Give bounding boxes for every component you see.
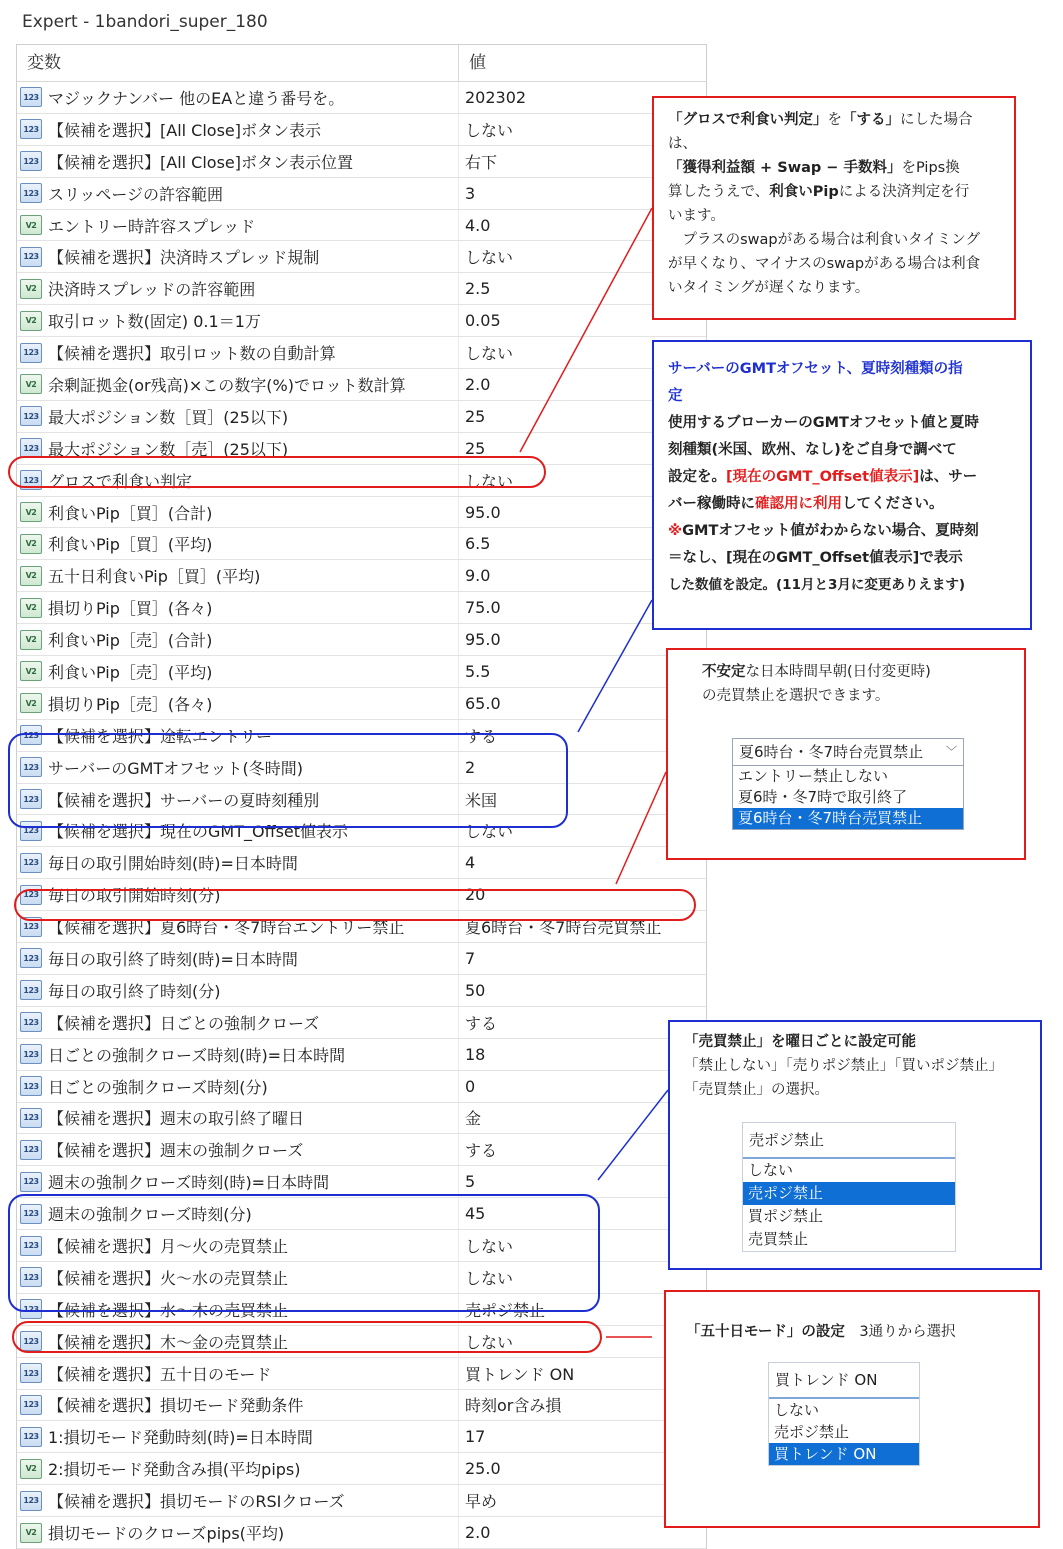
weekday-dropdown[interactable] <box>742 1122 956 1252</box>
early-dropdown[interactable] <box>732 738 964 830</box>
parameter-value[interactable]: 2.0 <box>465 374 491 394</box>
dropdown-selected-value[interactable]: 売ポジ禁止 <box>749 1131 825 1149</box>
integer-type-icon: 123 <box>20 757 42 777</box>
note-text: 「する」 <box>842 112 900 128</box>
note-title: サーバーのGMTオフセット、夏時刻種類の指 <box>668 361 963 377</box>
note-text: バー稼働時に <box>668 496 755 512</box>
integer-type-icon: 123 <box>20 1172 42 1192</box>
parameter-name: 【候補を選択】週末の取引終了曜日 <box>48 1109 305 1129</box>
parameter-value[interactable]: 5 <box>465 1172 476 1192</box>
parameter-name: 取引ロット数(固定) 0.1＝1万 <box>48 312 261 332</box>
integer-type-icon: 123 <box>20 1236 42 1256</box>
double-type-icon: V2 <box>20 311 42 331</box>
dropdown-option[interactable]: しない <box>774 1401 820 1419</box>
integer-type-icon: 123 <box>20 821 42 841</box>
dropdown-option[interactable]: エントリー禁止しない <box>738 767 889 785</box>
integer-type-icon: 123 <box>20 1491 42 1511</box>
parameter-value[interactable]: 6.5 <box>465 534 491 554</box>
integer-type-icon: 123 <box>20 885 42 905</box>
note-text: 「売買禁止」の選択。 <box>684 1082 829 1098</box>
parameter-name: 決済時スプレッドの許容範囲 <box>48 280 256 300</box>
parameter-value[interactable]: 2.0 <box>465 1523 491 1543</box>
parameter-name: 最大ポジション数［買］(25以下) <box>48 407 289 427</box>
parameter-name: 【候補を選択】月～火の売買禁止 <box>48 1237 289 1256</box>
parameter-name: 最大ポジション数［売］(25以下) <box>48 439 289 459</box>
parameter-value[interactable]: 20 <box>465 885 486 905</box>
double-type-icon: V2 <box>20 215 42 235</box>
column-header-name[interactable]: 変数 <box>17 45 459 81</box>
parameter-name: 利食いPip［買］(平均) <box>48 535 213 555</box>
double-type-icon: V2 <box>20 630 42 650</box>
integer-type-icon: 123 <box>20 119 42 139</box>
parameter-value[interactable]: 25 <box>465 438 486 458</box>
note-text: な日本時間早朝(日付変更時) <box>745 664 931 680</box>
parameter-value[interactable]: 早め <box>465 1492 498 1512</box>
parameter-name: 【候補を選択】[All Close]ボタン表示 <box>48 120 321 140</box>
note-text: 刻種類(米国、欧州、なし)をご自身で調べて <box>668 442 957 458</box>
integer-type-icon: 123 <box>20 1108 42 1128</box>
parameter-value[interactable]: しない <box>465 248 514 268</box>
double-type-icon: V2 <box>20 374 42 394</box>
integer-type-icon: 123 <box>20 247 42 267</box>
integer-type-icon: 123 <box>20 1427 42 1447</box>
note-text: 設定を。 <box>668 469 726 485</box>
parameter-value[interactable]: 25.0 <box>465 1459 501 1479</box>
parameter-name: 【候補を選択】損切モード発動条件 <box>48 1396 304 1416</box>
dropdown-option[interactable]: 売ポジ禁止 <box>743 1182 955 1205</box>
parameter-name: 【候補を選択】損切モードのRSIクローズ <box>48 1492 345 1512</box>
note-title: 定 <box>668 388 683 404</box>
note-title: 「売買禁止」を曜日ごとに設定可能 <box>684 1034 916 1050</box>
dropdown-option[interactable]: 夏6時台・冬7時台売買禁止 <box>733 808 963 829</box>
integer-type-icon: 123 <box>20 789 42 809</box>
gotobi-dropdown[interactable] <box>768 1362 920 1466</box>
parameter-value[interactable]: 4 <box>465 853 476 873</box>
window-title: Expert - 1bandori_super_180 <box>22 12 268 32</box>
parameter-name: 日ごとの強制クローズ時刻(分) <box>48 1077 268 1097</box>
parameter-value[interactable]: 夏6時台・冬7時台売買禁止 <box>465 918 662 938</box>
dropdown-option[interactable]: 買トレンド ON <box>769 1443 919 1465</box>
parameter-value[interactable]: しない <box>465 344 514 364</box>
double-type-icon: V2 <box>20 598 42 618</box>
parameter-value[interactable]: 9.0 <box>465 566 491 586</box>
dropdown-selected-value[interactable]: 夏6時台・冬7時台売買禁止 <box>739 743 924 761</box>
dropdown-option[interactable]: 売ポジ禁止 <box>774 1423 850 1441</box>
parameter-value[interactable]: する <box>465 726 498 746</box>
integer-type-icon: 123 <box>20 343 42 363</box>
parameter-name: エントリー時許容スプレッド <box>48 216 256 236</box>
parameter-name: 【候補を選択】五十日のモード <box>48 1364 272 1384</box>
note-text: 確認用に利用 <box>755 496 842 512</box>
chevron-down-icon[interactable]: ﹀ <box>946 745 957 758</box>
note-text: 3通りから選択 <box>859 1324 956 1340</box>
column-header-value[interactable]: 値 <box>469 53 486 73</box>
parameter-value[interactable]: 0.05 <box>465 311 501 331</box>
note-text: してください。 <box>842 496 944 512</box>
integer-type-icon: 123 <box>20 1076 42 1096</box>
parameter-name: 余剰証拠金(or残高)×この数字(%)でロット数計算 <box>48 375 406 395</box>
parameter-value[interactable]: しない <box>465 471 514 491</box>
parameter-value[interactable]: 2 <box>465 757 476 777</box>
integer-type-icon: 123 <box>20 470 42 490</box>
parameter-name: 週末の強制クローズ時刻(分) <box>48 1205 252 1225</box>
parameter-value[interactable]: しない <box>465 120 514 140</box>
parameter-value[interactable]: 7 <box>465 948 476 968</box>
integer-type-icon: 123 <box>20 1395 42 1415</box>
double-type-icon: V2 <box>20 534 42 554</box>
note-text: をPips換 <box>901 160 960 176</box>
note-text: 「禁止しない」「売りポジ禁止」「買いポジ禁止」 <box>684 1058 1003 1074</box>
double-type-icon: V2 <box>20 502 42 522</box>
parameter-name: 【候補を選択】火～水の売買禁止 <box>48 1268 289 1288</box>
double-type-icon: V2 <box>20 661 42 681</box>
note-text: プラスのswapがある場合は利食いタイミング <box>668 232 980 248</box>
parameter-value[interactable]: 202302 <box>465 87 527 107</box>
note-text: 利食いPip <box>769 184 839 200</box>
integer-type-icon: 123 <box>20 1140 42 1160</box>
parameter-value[interactable]: 95.0 <box>465 630 501 650</box>
parameter-name: 【候補を選択】木～金の売買禁止 <box>48 1332 289 1352</box>
parameter-value[interactable]: 0 <box>465 1076 476 1096</box>
parameter-name: 毎日の取引終了時刻(時)=日本時間 <box>48 949 298 969</box>
parameter-value[interactable]: 45 <box>465 1204 486 1224</box>
note-gross <box>652 96 1016 320</box>
note-text: 「獲得利益額 + Swap − 手数料」 <box>668 160 902 176</box>
parameter-name: 1:損切モード発動時刻(時)=日本時間 <box>48 1428 313 1448</box>
parameter-name: 損切りPip［買］(各々) <box>48 599 213 619</box>
parameter-name: 【候補を選択】現在のGMT_Offset値表示 <box>48 822 349 842</box>
parameter-name: 毎日の取引開始時刻(分) <box>48 886 221 906</box>
parameter-name: サーバーのGMTオフセット(冬時間) <box>48 758 304 778</box>
double-type-icon: V2 <box>20 566 42 586</box>
parameter-name: スリッページの許容範囲 <box>48 184 224 204</box>
parameter-name: 利食いPip［売］(合計) <box>48 631 213 651</box>
parameter-name: 【候補を選択】夏6時台・冬7時台エントリー禁止 <box>48 918 405 938</box>
note-title: 「五十日モード」の設定 <box>686 1324 845 1340</box>
parameter-value[interactable]: 50 <box>465 980 486 1000</box>
parameter-value[interactable]: 買トレンド ON <box>465 1364 575 1384</box>
dropdown-option[interactable]: 買ポジ禁止 <box>748 1207 824 1225</box>
note-text: を <box>827 112 842 128</box>
integer-type-icon: 123 <box>20 1299 42 1319</box>
parameter-name: 利食いPip［売］(平均) <box>48 662 213 682</box>
parameter-value[interactable]: 米国 <box>465 790 498 810</box>
integer-type-icon: 123 <box>20 1204 42 1224</box>
parameter-name: 【候補を選択】決済時スプレッド規制 <box>48 248 320 268</box>
integer-type-icon: 123 <box>20 151 42 171</box>
note-text: ＝なし、[現在のGMT_Offset値表示]で表示 <box>668 550 963 566</box>
parameter-value[interactable]: 金 <box>465 1109 482 1129</box>
parameter-name: 【候補を選択】週末の強制クローズ <box>48 1141 304 1161</box>
integer-type-icon: 123 <box>20 1363 42 1383</box>
integer-type-icon: 123 <box>20 183 42 203</box>
parameter-name: 五十日利食いPip［買］(平均) <box>48 567 261 587</box>
parameter-value[interactable]: 時刻or含み損 <box>465 1396 562 1416</box>
note-text: は、サー <box>919 469 978 485</box>
parameter-name: グロスで利食い判定 <box>48 471 193 491</box>
parameter-value[interactable]: 75.0 <box>465 598 501 618</box>
dropdown-option[interactable]: しない <box>748 1161 794 1179</box>
integer-type-icon: 123 <box>20 406 42 426</box>
integer-type-icon: 123 <box>20 1012 42 1032</box>
parameter-value[interactable]: 売ポジ禁止 <box>465 1300 546 1320</box>
parameter-name: 損切モードのクローズpips(平均) <box>48 1524 285 1544</box>
dropdown-selected-value[interactable]: 買トレンド ON <box>775 1371 878 1389</box>
note-text: ※ <box>668 523 683 539</box>
parameter-name: 【候補を選択】水～木の売買禁止 <box>48 1300 289 1320</box>
parameter-name: 【候補を選択】サーバーの夏時刻種別 <box>48 790 320 810</box>
parameter-value[interactable]: 95.0 <box>465 502 501 522</box>
parameter-value[interactable]: 2.5 <box>465 279 491 299</box>
integer-type-icon: 123 <box>20 1267 42 1287</box>
parameter-name: 週末の強制クローズ時刻(時)=日本時間 <box>48 1173 330 1193</box>
parameter-name: 損切りPip［売］(各々) <box>48 694 213 714</box>
parameter-value[interactable]: 3 <box>465 183 476 203</box>
integer-type-icon: 123 <box>20 980 42 1000</box>
integer-type-icon: 123 <box>20 917 42 937</box>
double-type-icon: V2 <box>20 279 42 299</box>
note-text: います。 <box>668 208 725 224</box>
note-gmt <box>652 340 1032 630</box>
integer-type-icon: 123 <box>20 87 42 107</box>
dropdown-option[interactable]: 夏6時・冬7時で取引終了 <box>738 788 908 806</box>
parameter-value[interactable]: する <box>465 1013 498 1033</box>
note-text: した数値を設定。(11月と3月に変更ありえます) <box>668 577 966 593</box>
integer-type-icon: 123 <box>20 1331 42 1351</box>
parameter-name: 毎日の取引開始時刻(時)=日本時間 <box>48 854 298 874</box>
note-text: [現在のGMT_Offset値表示] <box>726 469 920 485</box>
note-text: が早くなり、マイナスのswapがある場合は利食 <box>668 256 981 272</box>
parameter-name: 日ごとの強制クローズ時刻(時)=日本時間 <box>48 1045 346 1065</box>
note-text: いタイミングが遅くなります。 <box>668 280 870 296</box>
parameter-name: マジックナンバー 他のEAと違う番号を。 <box>48 88 345 108</box>
parameter-value[interactable]: 17 <box>465 1427 486 1447</box>
integer-type-icon: 123 <box>20 725 42 745</box>
parameter-name: 利食いPip［買］(合計) <box>48 503 213 523</box>
parameter-name: 【候補を選択】日ごとの強制クローズ <box>48 1013 320 1033</box>
parameter-name: 【候補を選択】途転エントリー <box>48 726 273 746</box>
parameter-value[interactable]: 5.5 <box>465 661 491 681</box>
note-text: にした場合は、 <box>668 112 973 152</box>
parameter-value[interactable]: しない <box>465 822 514 842</box>
integer-type-icon: 123 <box>20 853 42 873</box>
note-text: の売買禁止を選択できます。 <box>702 688 890 704</box>
double-type-icon: V2 <box>20 693 42 713</box>
parameter-value[interactable]: しない <box>465 1237 514 1256</box>
double-type-icon: V2 <box>20 1523 42 1543</box>
note-text: 算したうえで、 <box>668 184 770 200</box>
integer-type-icon: 123 <box>20 1044 42 1064</box>
parameter-name: 2:損切モード発動含み損(平均pips) <box>48 1460 301 1480</box>
parameter-value[interactable]: 25 <box>465 406 486 426</box>
integer-type-icon: 123 <box>20 948 42 968</box>
double-type-icon: V2 <box>20 1459 42 1479</box>
dropdown-option[interactable]: 売買禁止 <box>748 1230 809 1248</box>
note-text: 使用するブローカーのGMTオフセット値と夏時 <box>668 415 979 431</box>
parameter-value[interactable]: 4.0 <box>465 215 491 235</box>
parameter-value[interactable]: 18 <box>465 1044 486 1064</box>
parameter-value[interactable]: しない <box>465 1268 514 1288</box>
parameter-name: 毎日の取引終了時刻(分) <box>48 981 221 1001</box>
parameter-value[interactable]: 右下 <box>465 152 498 172</box>
note-text: GMTオフセット値がわからない場合、夏時刻 <box>682 523 979 539</box>
parameter-value[interactable]: しない <box>465 1332 514 1352</box>
note-text: 「グロスで利食い判定」 <box>668 112 828 128</box>
parameter-value[interactable]: 65.0 <box>465 693 501 713</box>
parameter-name: 【候補を選択】[All Close]ボタン表示位置 <box>48 152 353 172</box>
note-text: 不安定 <box>702 664 746 680</box>
note-text: による決済判定を行 <box>838 184 970 200</box>
parameter-name: 【候補を選択】取引ロット数の自動計算 <box>48 344 336 364</box>
parameter-value[interactable]: する <box>465 1141 498 1161</box>
integer-type-icon: 123 <box>20 438 42 458</box>
